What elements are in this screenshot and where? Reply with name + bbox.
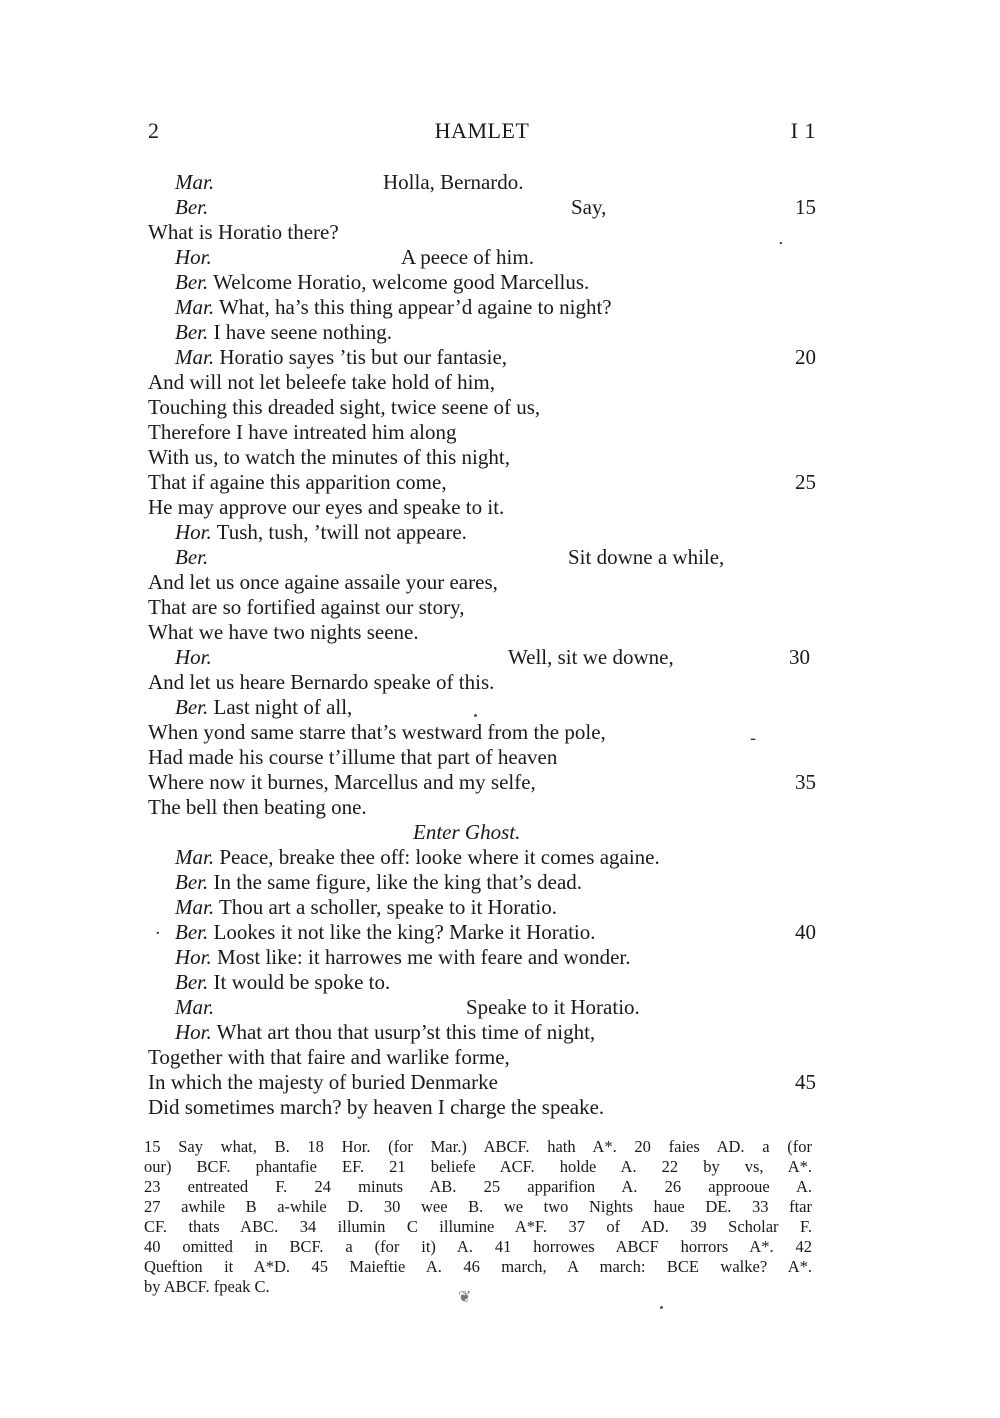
dialogue-text: Welcome Horatio, welcome good Marcellus. — [213, 270, 590, 294]
speaker-label: Ber. — [175, 870, 209, 894]
dialogue-text: Touching this dreaded sight, twice seene of us, — [148, 395, 541, 419]
dialogue-text: With us, to watch the minutes of this night, — [148, 445, 510, 469]
line-number: 25 — [795, 470, 816, 494]
speck — [474, 714, 477, 717]
verse-line — [148, 595, 816, 620]
verse-line — [148, 345, 816, 370]
line-text — [148, 670, 494, 695]
speaker-label: Ber. — [175, 970, 209, 994]
split-line-text: Holla, Bernardo. — [383, 170, 524, 194]
verse-line — [148, 995, 816, 1020]
speaker-label: Ber. — [175, 695, 209, 719]
speaker-label: Hor. — [175, 945, 212, 969]
verse-line — [148, 220, 816, 245]
verse-line — [148, 845, 816, 870]
line-text — [148, 1095, 604, 1120]
dialogue-text: In which the majesty of buried Denmarke — [148, 1070, 498, 1094]
stage-direction-text: Enter Ghost. — [413, 820, 521, 844]
line-text — [148, 620, 419, 645]
verse-line — [148, 270, 816, 295]
dialogue-text: Lookes it not like the king? Marke it Horatio. — [213, 920, 596, 944]
line-text — [175, 345, 507, 370]
speaker-label: Mar. — [175, 845, 215, 869]
line-text — [148, 745, 557, 770]
speaker-label: Ber. — [175, 320, 209, 344]
line-number: 30 — [789, 645, 810, 669]
verse-line — [148, 470, 816, 495]
verse-line — [148, 970, 816, 995]
line-text — [148, 445, 510, 470]
line-text — [175, 245, 212, 270]
note-line: 40 omitted in BCF. a (for it) A. 41 horrowes ABCF horrors A*. 42 — [144, 1237, 812, 1256]
line-text — [148, 395, 540, 420]
dialogue-text: In the same figure, like the king that’s dead. — [213, 870, 583, 894]
line-text — [175, 695, 352, 720]
verse-line — [148, 570, 816, 595]
verse-line — [148, 770, 816, 795]
note-line: by ABCF. fpeak C. — [144, 1277, 270, 1296]
textual-notes — [144, 1137, 812, 1297]
verse-line — [148, 170, 816, 195]
dialogue-text: And let us once againe assaile your eares, — [148, 570, 498, 594]
dialogue-text: Peace, breake thee off: looke where it comes againe. — [219, 845, 660, 869]
ornament-icon: ❦ — [458, 1287, 472, 1306]
line-text — [175, 545, 208, 570]
speaker-label: Ber. — [175, 920, 209, 944]
line-text — [148, 1045, 510, 1070]
dialogue-text: Where now it burnes, Marcellus and my selfe, — [148, 770, 536, 794]
speaker-label: Mar. — [175, 995, 215, 1019]
page-title: HAMLET — [434, 118, 530, 143]
line-number: 15 — [795, 195, 816, 219]
dialogue-text: The bell then beating one. — [148, 795, 367, 819]
speaker-label: Hor. — [175, 1020, 212, 1044]
line-text — [175, 1020, 595, 1045]
verse-line — [148, 545, 816, 570]
line-text — [148, 595, 464, 620]
line-text — [175, 520, 467, 545]
line-number: 45 — [795, 1070, 816, 1094]
split-line-text: Sit downe a while, — [568, 545, 725, 569]
verse-line — [148, 920, 816, 945]
line-number: 20 — [795, 345, 816, 369]
line-text — [175, 895, 557, 920]
verse-line — [148, 420, 816, 445]
verse-line — [148, 195, 816, 220]
dialogue-text: When yond same starre that’s westward from the pole, — [148, 720, 606, 744]
verse-line — [148, 795, 816, 820]
dialogue-text: Horatio sayes ’tis but our fantasie, — [219, 345, 508, 369]
dialogue-text: What art thou that usurp’st this time of night, — [216, 1020, 596, 1044]
line-text — [175, 320, 392, 345]
line-text — [148, 370, 495, 395]
line-text — [175, 295, 612, 320]
speaker-label: Ber. — [175, 195, 209, 219]
speaker-label: Mar. — [175, 170, 215, 194]
verse-line — [148, 645, 816, 670]
dialogue-text: Did sometimes march? by heaven I charge the speake. — [148, 1095, 605, 1119]
line-text — [148, 720, 606, 745]
dialogue-text: What we have two nights seene. — [148, 620, 419, 644]
speaker-label: Hor. — [175, 520, 212, 544]
verse-line — [148, 1045, 816, 1070]
stray-mark: . — [778, 228, 784, 249]
line-text — [175, 170, 214, 195]
speaker-label: Hor. — [175, 645, 212, 669]
line-text — [175, 645, 212, 670]
note-line: our) BCF. phantafie EF. 21 beliefe ACF. holde A. 22 by vs, A*. — [144, 1157, 812, 1176]
verse-line — [148, 1070, 816, 1095]
play-text — [148, 170, 816, 1120]
speaker-label: Ber. — [175, 545, 209, 569]
line-text — [148, 570, 498, 595]
verse-line — [148, 695, 816, 720]
act-scene-label: I 1 — [790, 118, 816, 143]
line-text — [148, 220, 339, 245]
verse-line — [148, 495, 816, 520]
line-text — [148, 495, 504, 520]
split-line-text: Speake to it Horatio. — [466, 995, 640, 1019]
verse-line — [148, 670, 816, 695]
dialogue-text: It would be spoke to. — [213, 970, 391, 994]
line-text — [148, 470, 447, 495]
verse-line — [148, 295, 816, 320]
verse-line — [148, 320, 816, 345]
verse-line — [148, 1020, 816, 1045]
dialogue-text: What, ha’s this thing appear’d againe to night? — [218, 295, 612, 319]
dialogue-text: That are so fortified against our story, — [148, 595, 465, 619]
note-line: Queftion it A*D. 45 Maieftie A. 46 march, A march: BCE walke? A*. — [144, 1257, 812, 1276]
dialogue-text: He may approve our eyes and speake to it. — [148, 495, 505, 519]
verse-line — [148, 245, 816, 270]
line-text — [175, 195, 208, 220]
dialogue-text: Tush, tush, ’twill not appeare. — [216, 520, 467, 544]
dialogue-text: Therefore I have intreated him along — [148, 420, 457, 444]
line-text — [148, 770, 536, 795]
dialogue-text: I have seene nothing. — [213, 320, 392, 344]
verse-line — [148, 945, 816, 970]
verse-line — [148, 720, 816, 745]
line-text — [175, 945, 630, 970]
split-line-text: A peece of him. — [401, 245, 534, 269]
line-text — [175, 995, 214, 1020]
running-header — [148, 114, 816, 150]
line-text — [175, 870, 582, 895]
line-text — [175, 970, 390, 995]
speaker-label: Mar. — [175, 345, 215, 369]
split-line-text: Well, sit we downe, — [508, 645, 674, 669]
dialogue-text: And will not let beleefe take hold of him, — [148, 370, 495, 394]
note-line: CF. thats ABC. 34 illumin C illumine A*F. 37 of AD. 39 Scholar F. — [144, 1217, 812, 1236]
page-number: 2 — [148, 118, 160, 143]
speaker-label: Mar. — [175, 895, 215, 919]
verse-line — [148, 520, 816, 545]
verse-line — [148, 870, 816, 895]
dialogue-text: And let us heare Bernardo speake of this. — [148, 670, 495, 694]
line-number: 35 — [795, 770, 816, 794]
verse-line — [148, 895, 816, 920]
line-text — [148, 1070, 498, 1095]
dialogue-text: What is Horatio there? — [148, 220, 339, 244]
verse-line — [148, 620, 816, 645]
speaker-label: Ber. — [175, 270, 209, 294]
speaker-label: Mar. — [175, 295, 215, 319]
split-line-text: Say, — [571, 195, 607, 219]
line-text — [148, 420, 456, 445]
dialogue-text: Together with that faire and warlike forme, — [148, 1045, 510, 1069]
dialogue-text: Last night of all, — [213, 695, 353, 719]
line-number: 40 — [795, 920, 816, 944]
note-line: 27 awhile B a-while D. 30 wee B. we two Nights haue DE. 33 ftar — [144, 1197, 812, 1216]
note-line: 23 entreated F. 24 minuts AB. 25 apparifion A. 26 approoue A. — [144, 1177, 812, 1196]
line-text — [175, 845, 660, 870]
verse-line — [148, 395, 816, 420]
dialogue-text: That if againe this apparition come, — [148, 470, 447, 494]
stage-direction — [148, 820, 816, 845]
dialogue-text: Most like: it harrowes me with feare and wonder. — [217, 945, 631, 969]
note-line: 15 Say what, B. 18 Hor. (for Mar.) ABCF. hath A*. 20 faies AD. a (for — [144, 1137, 812, 1156]
line-text — [175, 270, 589, 295]
line-text — [148, 795, 367, 820]
stray-mark: · — [155, 923, 161, 944]
stray-mark: - — [750, 728, 757, 749]
dialogue-text: Had made his course t’illume that part of heaven — [148, 745, 558, 769]
dialogue-text: Thou art a scholler, speake to it Horatio. — [218, 895, 557, 919]
line-text — [175, 920, 596, 945]
verse-line — [148, 445, 816, 470]
speaker-label: Hor. — [175, 245, 212, 269]
verse-line — [148, 370, 816, 395]
verse-line — [148, 745, 816, 770]
speck — [660, 1306, 663, 1309]
verse-line — [148, 1095, 816, 1120]
